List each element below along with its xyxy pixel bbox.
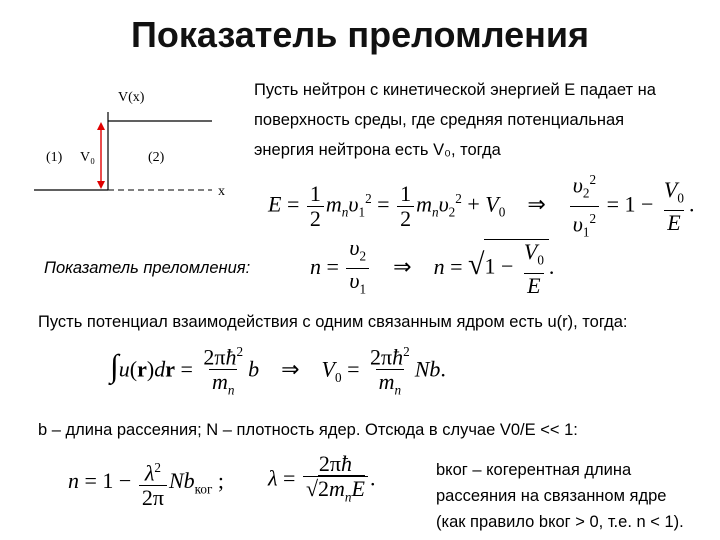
final-lambda-equation: λ = $\frac{2\pi ħ}{√2m_nE}$ . xyxy=(268,452,375,509)
potential-step-diagram xyxy=(20,84,240,204)
v0-arrow-head-up xyxy=(97,122,105,130)
intro-line-1: Пусть нейтрон с кинетической энергией E падает на xyxy=(254,81,656,99)
final-n-equation: n = 1 − $\frac{\lambda^2}{2\pi}$ $Nb_{ког}$ ; xyxy=(68,460,224,511)
refraction-label: Показатель преломления: xyxy=(44,259,251,277)
region-2-label: (2) xyxy=(148,150,165,165)
region-1-label: (1) xyxy=(46,150,63,165)
coherent-note-line-2: рассеяния на связанном ядре xyxy=(436,487,667,505)
v0-arrow-head-down xyxy=(97,181,105,189)
potential-text: Пусть потенциал взаимодействия с одним связанным ядром есть u(r), тогда: xyxy=(38,313,628,331)
refraction-equation: n = $\frac{\upsilon_2}{\upsilon_1}$ ⇒ n = √1 − $\frac{V_0}{E}$ . xyxy=(310,236,554,302)
x-axis-label: x xyxy=(218,184,225,199)
scattering-text: b – длина рассеяния; N – плотность ядер. Отсюда в случае V0/E << 1: xyxy=(38,421,578,439)
v0-label: V₀ xyxy=(80,150,95,165)
potential-label: V(x) xyxy=(118,90,145,105)
potential-equation: ∫u(r)dr = $\frac{2\pi ħ^2}{m_n}$ b ⇒ $V_0$ = $\frac{2\pi ħ^2}{m_n}$ Nb. xyxy=(110,340,446,403)
energy-equation: E = $\frac{1}{2}$ $m_n\upsilon_1^2$ = $\frac{1}{2}$ $m_n\upsilon_2^2 + V_0$ ⇒ $\frac{\upsilon_2^2}{\upsilon_1^2}$ = 1 − $\frac{V_0}{E}$ . xyxy=(268,168,694,244)
intro-line-2: поверхность среды, где средняя потенциальная xyxy=(254,111,625,129)
coherent-note-line-1: bког – когерентная длина xyxy=(436,461,632,479)
intro-line-3: энергия нейтрона есть V₀, тогда xyxy=(254,141,501,159)
coherent-note-line-3: (как правило bког > 0, т.е. n < 1). xyxy=(436,513,684,531)
page-title: Показатель преломления xyxy=(130,14,590,55)
